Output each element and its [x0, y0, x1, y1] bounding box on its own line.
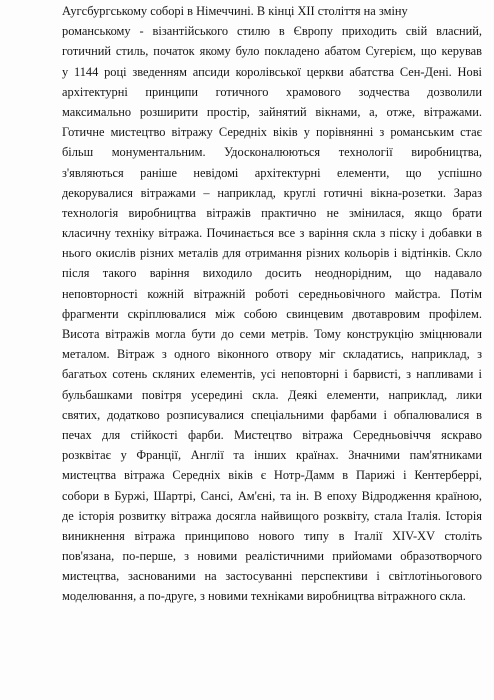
text-line: після такого варіння виходило досить неоднорідним, що надавало	[62, 266, 482, 281]
text-line: Висота вітражів могла бути до семи метрів. Тому конструкцію зміцнювали	[62, 327, 482, 341]
text-line: більш монументальним. Удосконалюються технології виробництва,	[62, 145, 482, 160]
text-line: архітектурні принципи готичного храмового зодчества дозволили	[62, 84, 482, 99]
text-line: металом. Вітраж з одного віконного отвору міг складатись, наприклад, з	[62, 347, 482, 362]
text-line: неповторності кожній вітражній роботі середньовічного майстра. Потім	[62, 286, 482, 301]
text-line: багатьох сотень скляних елементів, усі неповторні і барвисті, з напливами і	[62, 367, 482, 382]
text-line: де історія розвитку вітража досягла найвищого розквіту, стала Італія. Історія	[62, 508, 482, 523]
text-line: собори в Буржі, Шартрі, Сансі, Ам'єні, та ін. В епоху Відродження країною,	[62, 488, 482, 503]
text-line: технологія виробництва вітражів практично не змінилася, якщо брати	[62, 205, 482, 220]
text-line: мистецтва, заснованими на застосуванні перспективи і світлотіньогового	[62, 569, 482, 584]
text-line: класичну техніку вітража. Починається все з варіння скла з піску і добавки в	[62, 226, 482, 241]
text-line: виникнення вітража принципово нового типу в Італії XIV-XV століть	[62, 528, 482, 543]
body-text	[62, 1, 482, 607]
text-line: печах для стійкості фарби. Мистецтво вітража Середньовіччя яскраво	[62, 427, 482, 442]
text-line: максимально розширити простір, зайнятий вікнами, а, отже, вітражами.	[62, 104, 482, 119]
text-line: мистецтва вітража Середніх віків є Нотр-Дамм в Парижі і Кентерберрі,	[62, 468, 482, 483]
text-line: моделювання, а по-друге, з новими техніками виробництва вітражного скла.	[62, 589, 466, 604]
text-line: романському - візантійського стилю в Європу приходить свій власний,	[62, 24, 482, 39]
text-line: святих, додатково розписувалися спеціальними фарбами і обпалювалися в	[62, 407, 482, 422]
text-line: готичний стиль, початок якому було покладено абатом Сугерієм, що керував	[62, 44, 482, 59]
text-line: пов'язана, по-перше, з новими реалістичними прийомами образотворчого	[62, 549, 482, 564]
text-line: у 1144 році зведенням апсиди королівської церкви абатства Сен-Дені. Нові	[62, 64, 482, 79]
text-line: з'являються раніше невідомі архітектурні елементи, що успішно	[62, 165, 482, 180]
text-line: фрагменти скріплювалися між собою свинцевим двотавровим профілем.	[62, 306, 482, 321]
text-line: розквітає у Франції, Англії та інших країнах. Значними пам'ятниками	[62, 448, 482, 463]
text-line: бульбашками повітря усередині скла. Деякі елементи, наприклад, лики	[62, 387, 482, 402]
text-line: Аугсбургському соборі в Німеччині. В кінці ХІІ століття на зміну	[62, 4, 408, 18]
text-line: Готичне мистецтво вітражу Середніх віків у порівнянні з романським стає	[62, 125, 482, 140]
text-line: нього окислів різних металів для отримання різних кольорів і відтінків. Скло	[62, 246, 482, 261]
text-line: декорувалися вітражами – наприклад, круглі готичні вікна-розетки. Зараз	[62, 185, 482, 200]
